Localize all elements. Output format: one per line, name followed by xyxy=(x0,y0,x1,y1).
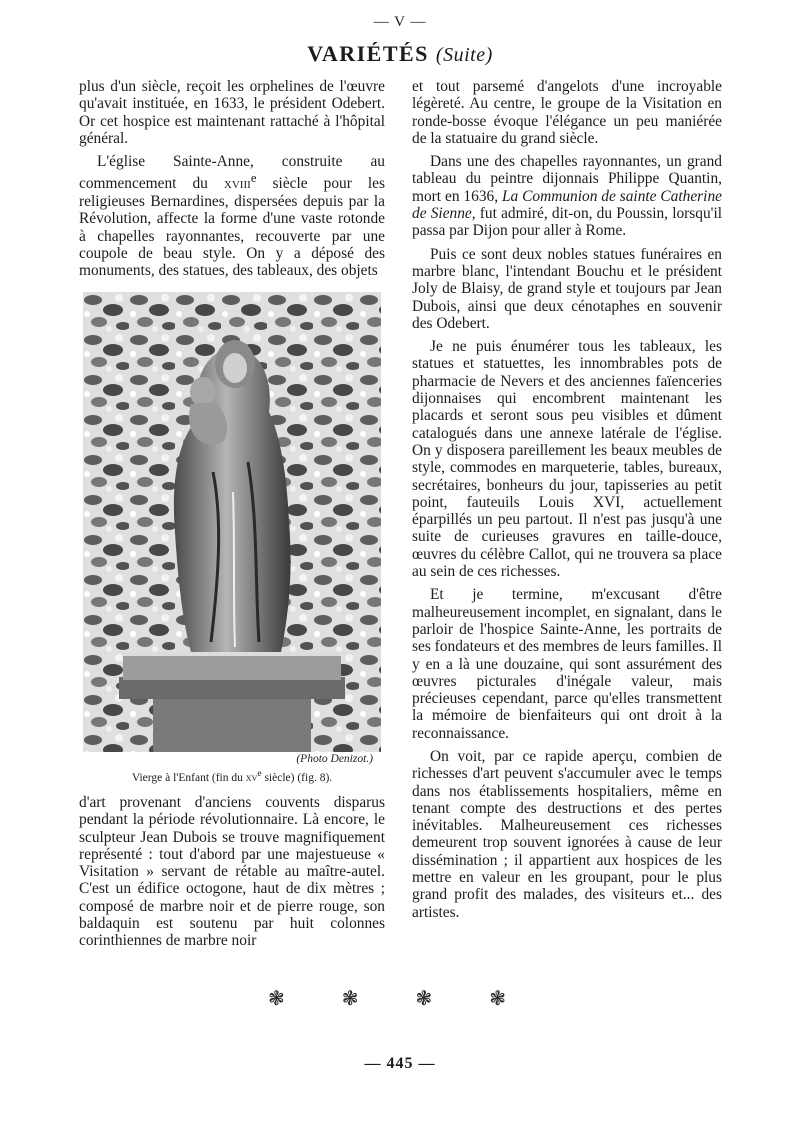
right-column xyxy=(412,78,722,927)
page-title xyxy=(0,41,800,67)
paragraph: On voit, par ce rapide aperçu, combien de richesses d'art peuvent s'accumuler avec le temps dans nos établissements hospitaliers, même en tenant compte des destructions et des pertes inévitables. Malheureusement ces richesses demeurent trop souvent ignorées à cause de leur dissémination ; il appartient aux hospices de les mettre en valeur en les groupant, pour le plus grand profit des malades, des visiteurs et... des artistes. xyxy=(412,747,722,921)
paragraph: plus d'un siècle, reçoit les orphelines de l'œuvre qu'avait instituée, en 1633, le président Odebert. Or cet hospice est maintenant rattaché à l'hôpital général. xyxy=(79,78,385,147)
ornament-row: ❃ ❃ ❃ ❃ xyxy=(267,988,533,1010)
page-number: — 445 — xyxy=(364,1055,436,1072)
paragraph: Je ne puis énumérer tous les tableaux, les statues et statuettes, les innombrables pots de pharmacie de Nevers et des anciennes faïenceries dijonnaises qui encombrent maintenant les placards et seront sous peu visibles et dûment catalogués dans une annexe latérale de l'église. On y disposera pareillement les beaux meubles de style, commodes en marqueterie, tables, bureaux, secrétaires, bonheurs du jour, tapisseries au petit point, fauteuils Louis XVI, actuellement éparpillés un peu partout. Il n'est pas jusqu'à une suite de curieuses gravures en taille-douce, œuvres du célèbre Callot, qui ne trouvera sa place au sein de ces richesses. xyxy=(412,338,722,581)
section-number: — V — xyxy=(373,14,427,30)
title-subtitle: (Suite) xyxy=(435,44,493,66)
left-column-top xyxy=(79,78,385,285)
virgin-and-child-photo xyxy=(83,292,381,752)
paragraph: Dans une des chapelles rayonnantes, un grand tableau du peintre dijonnais Philippe Quantin, mort en 1636, La Communion de sainte Catherine de Sienne, fut admiré, dit-on, du Poussin, lorsqu'il passa par Dijon pour aller à Rome. xyxy=(412,153,723,240)
figure-caption: Vierge à l'Enfant (fin du $xv^e$ siècle) (fig. 8). xyxy=(131,768,333,784)
paragraph: L'église Sainte-Anne, construite au commencement du xviii$^e$ siècle pour les religieuses Bernardines, dispersées depuis par la Révolution, affecte la forme d'une vaste rotonde à chapelles rayonnantes, recouverte par une coupole de beau style. On y a déposé des monuments, des statues, des tableaux, des objets xyxy=(79,153,385,280)
title-text: VARIÉTÉS xyxy=(307,41,429,66)
left-column-bottom xyxy=(79,794,385,956)
paragraph: et tout parsemé d'angelots d'une incroyable légèreté. Au centre, le groupe de la Visitation en ronde-bosse évoque l'élégance un peu maniérée de la statuaire du grand siècle. xyxy=(412,78,722,147)
photo-credit: (Photo Denizot.) xyxy=(296,753,373,765)
paragraph: d'art provenant d'anciens couvents disparus pendant la période révolutionnaire. Là encore, le sculpteur Jean Dubois se trouve magnifiquement représenté : tout d'abord par une majestueuse « Visitation » servant de rétable au maître-autel. C'est un édifice octogone, haut de dix mètres ; composé de marbre noir et de pierre rouge, son baldaquin est soutenu par huit colonnes corinthiennes de marbre noir xyxy=(79,794,385,950)
paragraph: Puis ce sont deux nobles statues funéraires en marbre blanc, l'intendant Bouchu et le président Joly de Blaisy, de grand style et toujours par Jean Dubois, ainsi que deux cénotaphes en souvenir des Odebert. xyxy=(412,245,722,332)
paragraph: Et je termine, m'excusant d'être malheureusement incomplet, en signalant, dans le parloir de l'hospice Sainte-Anne, les portraits de ses fondateurs et des membres de leurs familles. Il y en a là une douzaine, qui sont assurément des œuvres picturales d'inégale valeur, mais précieuses cependant, parce qu'elles transmettent la mémoire de bienfaiteurs qui ont droit à la reconnaissance. xyxy=(412,586,722,742)
